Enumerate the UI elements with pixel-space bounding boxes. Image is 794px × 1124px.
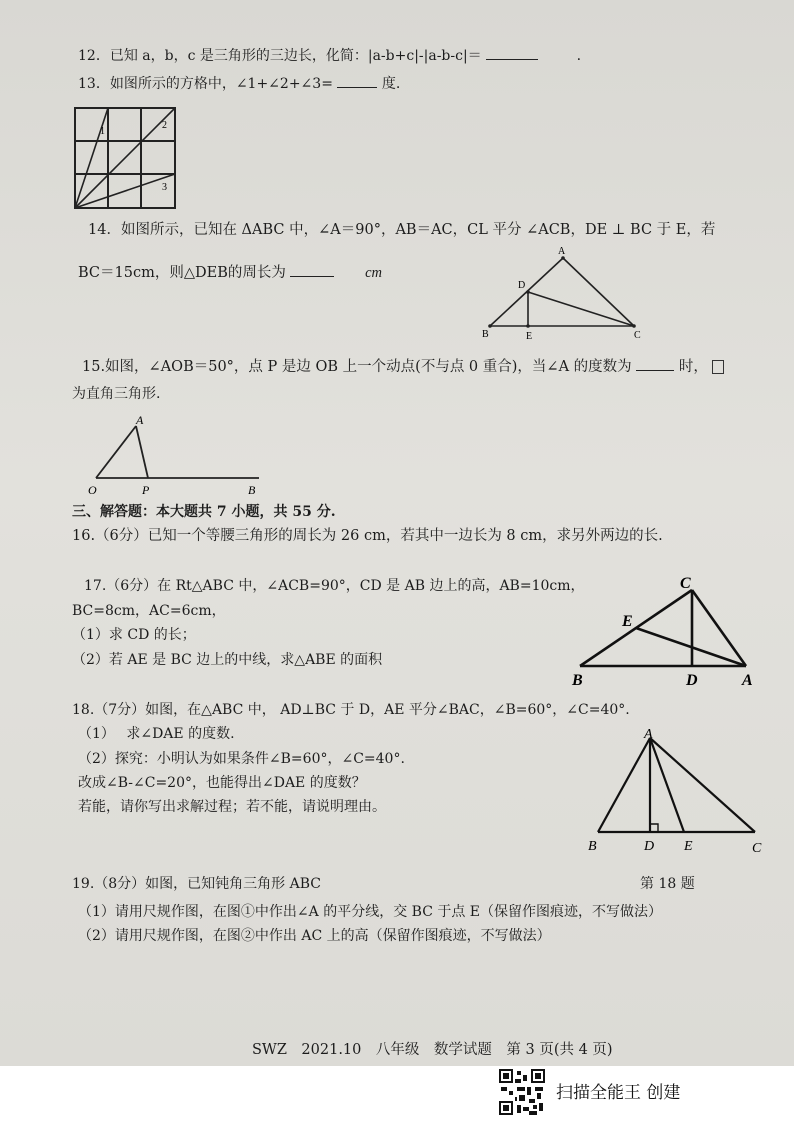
- question-12-tail: .: [576, 48, 582, 64]
- point-a-label: A: [136, 413, 144, 427]
- grid-angle-figure: [70, 104, 182, 212]
- question-13-unit: 度.: [381, 76, 401, 92]
- answer-blank: [290, 262, 334, 277]
- point-b-label: B: [248, 483, 256, 497]
- angle-aob-figure: [84, 410, 264, 498]
- question-19-part2: （2）请用尺规作图，在图②中作出 AC 上的高（保留作图痕迹，不写做法）: [78, 928, 551, 944]
- question-18-line4: 改成∠B-∠C=20°，也能得出∠DAE 的度数？: [78, 775, 366, 791]
- question-15-text: 15.如图，∠AOB＝50°，点 P 是边 OB 上一个动点(不与点 0 重合)，当∠A 的度数为: [82, 359, 632, 375]
- point-e-label: E: [526, 331, 533, 340]
- missing-glyph-box: [712, 360, 724, 374]
- question-17-line2: BC=8cm，AC=6cm，: [72, 603, 226, 619]
- question-18-part1: （1） 求∠DAE 的度数.: [78, 726, 235, 742]
- vertex-b-label: B: [572, 672, 583, 689]
- angle-3-label: 3: [162, 182, 167, 193]
- question-14-line2: [78, 262, 382, 283]
- vertex-b-label: B: [588, 839, 597, 854]
- point-e-label: E: [684, 839, 693, 854]
- unit-cm: cm: [365, 265, 382, 281]
- question-14-text: 14．如图所示，已知在 ΔABC 中，∠A＝90°，AB＝AC，CL 平分 ∠ACB，DE ⊥ BC 于 E，若: [88, 222, 716, 238]
- question-18-part2: （2）探究：小明认为如果条件∠B=60°，∠C=40°.: [78, 751, 405, 767]
- question-18-line1: 18.（7分）如图，在△ABC 中， AD⊥BC 于 D，AE 平分∠BAC，∠B=60°，∠C=40°.: [72, 702, 630, 718]
- point-d-label: D: [686, 672, 698, 689]
- right-triangle-figure: [568, 572, 768, 690]
- answer-blank: [636, 356, 674, 371]
- question-16: 16.（6分）已知一个等腰三角形的周长为 26 cm，若其中一边长为 8 cm，求另外两边的长.: [72, 528, 663, 544]
- triangle-abc-figure: [478, 244, 648, 340]
- question-18-line5: 若能，请你写出求解过程；若不能，请说明理由。: [78, 799, 386, 815]
- angle-1-label: 1: [100, 126, 105, 137]
- figure-caption-18: 第 18 题: [640, 876, 695, 892]
- answer-blank: [486, 45, 538, 60]
- question-19-line1: 19.（8分）如图，已知钝角三角形 ABC: [72, 876, 321, 892]
- question-14-line1: [88, 220, 715, 240]
- angle-2-label: 2: [162, 120, 167, 131]
- page-footer: SWZ 2021.10 八年级 数学试题 第 3 页(共 4 页): [252, 1042, 613, 1058]
- answer-blank: [337, 73, 377, 88]
- vertex-a-label: A: [558, 246, 566, 257]
- vertex-b-label: B: [482, 329, 489, 340]
- vertex-c-label: C: [752, 841, 762, 856]
- vertex-c-label: C: [680, 575, 691, 592]
- point-o-label: O: [88, 483, 97, 497]
- point-d-label: D: [518, 280, 526, 291]
- question-19-part1: （1）请用尺规作图，在图①中作出∠A 的平分线，交 BC 于点 E（保留作图痕迹，不写做法）: [78, 904, 663, 920]
- question-13: [78, 73, 400, 94]
- question-17-line1: 17.（6分）在 Rt△ABC 中，∠ACB=90°，CD 是 AB 边上的高，AB=10cm，: [84, 578, 585, 594]
- question-12-text: 12．已知 a，b，c 是三角形的三边长，化简：|a-b+c|-|a-b-c|＝: [78, 48, 482, 64]
- vertex-a-label: A: [644, 728, 653, 742]
- question-13-text: 13．如图所示的方格中，∠1+∠2+∠3=: [78, 76, 333, 92]
- qr-code-icon: [497, 1067, 547, 1117]
- point-e-label: E: [622, 613, 633, 630]
- scanner-label: 扫描全能王 创建: [556, 1083, 681, 1103]
- vertex-a-label: A: [742, 672, 753, 689]
- triangle-ade-figure: [580, 728, 770, 856]
- point-p-label: P: [142, 483, 150, 497]
- vertex-c-label: C: [634, 330, 641, 340]
- question-15-line2: 为直角三角形.: [72, 386, 161, 402]
- question-15-text-b: 时，: [678, 359, 708, 375]
- question-17-part2: （2）若 AE 是 BC 边上的中线，求△ABE 的面积: [72, 652, 383, 668]
- question-15-line1: [82, 356, 724, 377]
- point-d-label: D: [644, 839, 655, 854]
- section-heading: 三、解答题：本大题共 7 小题，共 55 分.: [72, 504, 336, 520]
- question-17-part1: （1）求 CD 的长；: [72, 627, 196, 643]
- question-12: [78, 45, 581, 66]
- question-14-text-2: BC＝15cm，则△DEB的周长为: [78, 265, 286, 281]
